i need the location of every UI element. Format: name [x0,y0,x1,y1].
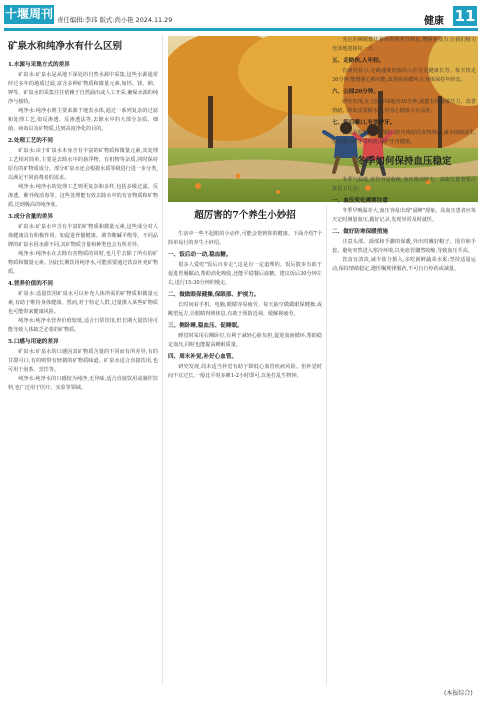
subheading: 5.口感与用途的差异 [8,339,59,345]
subheading: 4.营养价值的不同 [8,281,53,287]
subheading: 2.处理工艺的不同 [8,138,53,144]
paragraph: 研究发现,在公园等绿地待20分钟,就能有效缓解压力、改善情绪、降低皮质醇水平,对身心健康大有益处。 [332,99,476,114]
paragraph: 纯净水:纯净水的口感较为纯净,无异味,适合直接饮用或制作饮料,也广泛用于医疗、实验等领域。 [8,376,158,391]
subheading: 四、周末补觉,补好心血管。 [168,354,238,360]
paragraph: 纯净水:纯净水则主要来源于地表水体,通过一系列复杂的过滤和处理工艺,如反渗透、反渗透法等,去除水中的大部分杂质、细菌、病毒以及矿物质,达到高度净化的目的。 [8,108,158,132]
subheading: 一、血压变化需要注意 [332,198,388,204]
paragraph: 矿泉水:矿泉水中含有丰富的矿物质和微量元素,这些成分对人体健康具有积极作用。如促进骨骼健康、调节酸碱平衡等。不同品牌的矿泉水因水源不同,其矿物质含量和种类也会有所差异。 [8,224,158,248]
subheading: 一、饭后动一动,稳血糖。 [168,252,232,258]
article-title: 矿泉水和纯净水有什么区别 [8,41,123,52]
subheading: 二、做做眼保健操,保眼部、护视力。 [168,292,260,298]
article-body-bp [332,197,476,274]
paragraph: 注意头部、颈部和手脚的保暖,外出时戴好帽子、围巾和手套。避免突然进入寒冷环境,以免血管骤然收缩,导致血压升高。 [332,239,476,254]
subheading: 3.成分含量的差异 [8,214,53,220]
paragraph: 纯净水:纯净水营养价值较低,适合日常饮用,但长期大量饮用可能导致人体缺乏必要的矿物质。 [8,318,158,333]
subheading: 五、走路快,人年轻。 [332,58,385,64]
paragraph: 研究发现,周末适当补觉有助于降低心血管疾病风险。但补觉时间不宜过长,一般比平时多睡1-2小时即可,以免打乱生物钟。 [168,364,322,379]
subheading: 三、侧卧睡,稳血压、促睡眠。 [168,323,243,329]
paragraph: 矿泉水:由于矿泉水本身含有丰富的矿物质和微量元素,其处理工艺相对简单,主要是去除水中的悬浮物、有机物等杂质,同时保持原有的矿物质成分。部分矿泉水还会根据水质等级进行进一步分类,以满足不同消费者的需求。 [8,148,158,181]
article-intro: 冬季气温低,血管容易收缩,血压波动较大。高血压患者要注意以下几点: [332,177,476,192]
paragraph: 矿泉水:矿泉水的口感因其矿物质含量的不同而有所差异,有的甘甜可口,有的则带有轻微的矿物质味道。矿泉水适合直接饮用,也可用于泡茶、烹饪等。 [8,349,158,373]
paragraph: 饭后及时漱口,能清除口腔内残留的食物残渣,减少细菌滋生,预防龋齿和牙周疾病,保护牙齿健康。 [332,130,476,145]
column-divider [162,34,163,684]
article-body [332,36,476,147]
subheading: 六、公园20分钟。 [332,89,379,95]
paragraph: 长时间看手机、电脑,眼睛容易疲劳。每天抽空做做眼保健操,或眺望远方,让眼睛得到休息,有助于预防近视、缓解视疲劳。 [168,302,322,317]
paragraph: 纯净水:纯净水的处理工艺则更复杂和多样,包括多级过滤、反渗透、紫外线消毒等。这些处理能有效去除水中的有害物质和矿物质,达到极高的纯净度。 [8,184,158,208]
subheading: 二、做好防寒保暖措施 [332,229,388,235]
article-continued [332,36,476,274]
page-number: 11 [454,7,476,25]
brand-logo: 十堰周刊 [4,5,54,24]
paragraph: 有研究显示,走路速度较快的人往往更健康长寿。每天快走30分钟,能增强心肺功能,改善血液循环,让身体保持年轻态。 [332,68,476,83]
paragraph: 很多人爱吃"饭后百步走",这是有一定道理的。饭后散步有助于促进胃肠蠕动,帮助消化吸收,还能平稳餐后血糖。建议饭后30分钟左右,进行15-30分钟的慢走。 [168,262,322,286]
article-intro: 生活中一些不起眼的小动作,可能会帮到你的健康。下面介绍7个简单易行的养生小妙招。 [168,231,322,246]
editor-line: 责任编辑:李玮 版式:尚小艳 2024.11.29 [57,16,173,24]
subheading: 1.水源与采集方式的差异 [8,62,70,68]
paragraph: 睡觉时采用右侧卧位,有利于减轻心脏负担,促进血液循环,帮助稳定血压,同时也能提高睡眠质量。 [168,333,322,348]
subheading: 七、饭后嚼口,有效护牙。 [332,120,396,126]
header-rule [4,28,478,31]
article-title: 超厉害的7个养生小妙招 [194,210,296,221]
paragraph: 矿泉水:矿泉水是从地下深处的自然水源中采集,这些水源通常经过多年的地质过滤,富含多种矿物质和微量元素,如钙、镁、钠、钾等。矿泉水的采集往往依赖于自然涌出或人工开采,确保水源的纯净与独特。 [8,72,158,105]
source-note: (本报综合) [444,690,473,697]
page-header [0,0,482,28]
column-divider [326,205,327,685]
paragraph: 充足的睡眠能让身体得到充分修复,增强免疫力,让我们精力充沛地迎接每一天。 [332,37,476,52]
paragraph: 冬季早晚温差大,血压容易出现"晨峰"现象。高血压患者应每天定时测量血压,做好记录,发现异常及时就医。 [332,208,476,223]
article-health-tips [168,205,322,381]
article-title-bp: 冬季如何保持血压稳定 [356,156,452,167]
paragraph: 矿泉水:适量饮用矿泉水可以补充人体所需的矿物质和微量元素,有助于维持身体健康。然而,对于特定人群,过量摄入某些矿物质也可能带来健康风险。 [8,291,158,315]
article-body [168,251,322,381]
paragraph: 饮食宜清淡,减少盐分摄入,多吃新鲜蔬菜水果;坚持适量运动,保持情绪稳定,遵医嘱规律服药,不可自行停药或减量。 [332,257,476,272]
section-title: 健康 [424,16,444,27]
article-body [8,61,158,393]
paragraph: 纯净水:纯净水在去除有害物质的同时,也几乎去除了所有的矿物质和微量元素。因此长期饮用纯净水,可能需要通过饮食补充矿物质。 [8,251,158,275]
article-water [8,36,158,393]
